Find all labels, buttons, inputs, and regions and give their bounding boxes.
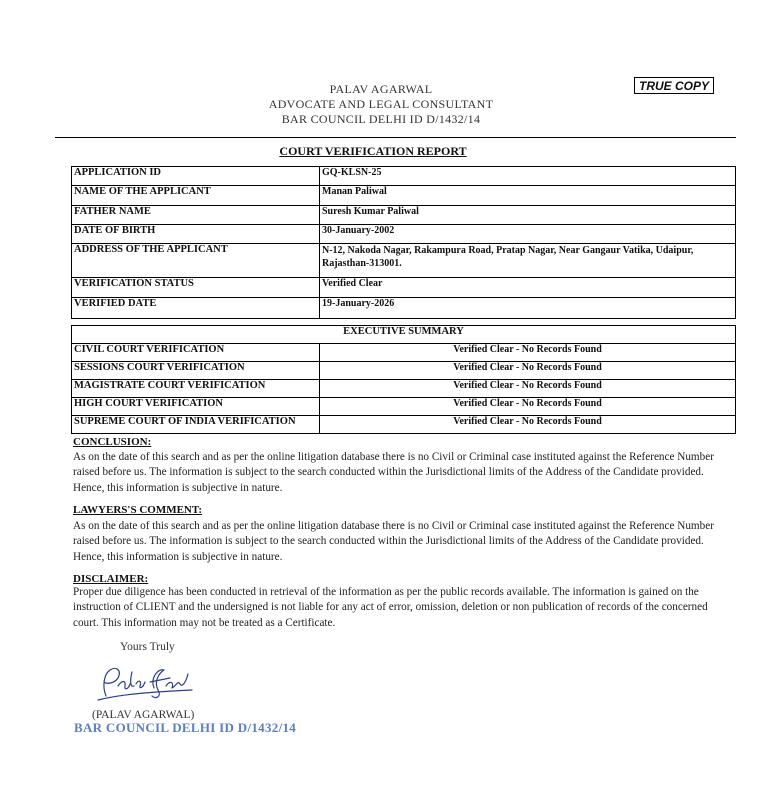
- summary-value: Verified Clear - No Records Found: [320, 344, 736, 362]
- executive-summary-table: [71, 325, 736, 434]
- table-row: [72, 298, 736, 319]
- detail-label: NAME OF THE APPLICANT: [72, 186, 320, 206]
- summary-label: HIGH COURT VERIFICATION: [72, 398, 320, 416]
- detail-value: 30-January-2002: [320, 225, 736, 244]
- table-row: [72, 225, 736, 244]
- table-row: [72, 398, 736, 416]
- detail-label: DATE OF BIRTH: [72, 225, 320, 244]
- summary-value: Verified Clear - No Records Found: [320, 416, 736, 434]
- table-row: [72, 380, 736, 398]
- header-divider: [55, 137, 736, 138]
- summary-label: MAGISTRATE COURT VERIFICATION: [72, 380, 320, 398]
- applicant-details-table: [71, 166, 736, 319]
- detail-value: GQ-KLSN-25: [320, 167, 736, 186]
- summary-label: SUPREME COURT OF INDIA VERIFICATION: [72, 416, 320, 434]
- handwritten-signature: [92, 660, 202, 708]
- summary-value: Verified Clear - No Records Found: [320, 380, 736, 398]
- table-row: [72, 326, 736, 344]
- report-title: COURT VERIFICATION REPORT: [279, 144, 467, 158]
- detail-label: APPLICATION ID: [72, 167, 320, 186]
- detail-label: VERIFIED DATE: [72, 298, 320, 319]
- summary-value: Verified Clear - No Records Found: [320, 398, 736, 416]
- table-row: [72, 416, 736, 434]
- detail-value: Suresh Kumar Paliwal: [320, 206, 736, 225]
- table-row: [72, 206, 736, 225]
- detail-label: FATHER NAME: [72, 206, 320, 225]
- detail-value: Manan Paliwal: [320, 186, 736, 206]
- table-row: [72, 186, 736, 206]
- lawyers-comment-text: As on the date of this search and as per the online litigation database there is no Civil or Criminal case instituted against the Reference Number raised before us. The information is subject to the search conducted within the Jurisdictional limits of the Address of the Candidate provided. Hence, this information is subjective in nature.: [73, 520, 714, 563]
- detail-value: Verified Clear: [320, 278, 736, 298]
- table-row: [72, 244, 736, 278]
- detail-label: ADDRESS OF THE APPLICANT: [72, 244, 320, 278]
- detail-value: N-12, Nakoda Nagar, Rakampura Road, Pratap Nagar, Near Gangaur Vatika, Udaipur, Rajasthan-313001.: [320, 244, 736, 278]
- table-row: [72, 278, 736, 298]
- detail-label: VERIFICATION STATUS: [72, 278, 320, 298]
- advocate-name: PALAV AGARWAL: [329, 82, 433, 96]
- summary-label: CIVIL COURT VERIFICATION: [72, 344, 320, 362]
- true-copy-stamp: TRUE COPY: [634, 77, 714, 94]
- lawyers-comment-heading: LAWYERS'S COMMENT:: [73, 504, 203, 516]
- summary-heading: EXECUTIVE SUMMARY: [72, 326, 736, 344]
- conclusion-heading: CONCLUSION:: [73, 436, 152, 448]
- advocate-bar-council-id: BAR COUNCIL DELHI ID D/1432/14: [281, 112, 481, 126]
- table-row: [72, 344, 736, 362]
- table-row: [72, 362, 736, 380]
- summary-label: SESSIONS COURT VERIFICATION: [72, 362, 320, 380]
- advocate-designation: ADVOCATE AND LEGAL CONSULTANT: [268, 97, 494, 111]
- table-row: [72, 167, 736, 186]
- conclusion-text: As on the date of this search and as per the online litigation database there is no Civil or Criminal case instituted against the Reference Number raised before us. The information is subject to the search conducted within the Jurisdictional limits of the Address of the Candidate provided. Hence, this information is subjective in nature.: [73, 451, 714, 494]
- summary-value: Verified Clear - No Records Found: [320, 362, 736, 380]
- detail-value: 19-January-2026: [320, 298, 736, 319]
- signer-name: (PALAV AGARWAL): [92, 709, 195, 721]
- closing-text: Yours Truly: [120, 641, 175, 653]
- disclaimer-heading: DISCLAIMER:: [73, 573, 149, 585]
- disclaimer-text: Proper due diligence has been conducted in retrieval of the information as per the public records available. The information is gained on the instruction of CLIENT and the undersigned is not liable for any act of error, omission, deletion or non publication of records of the concerned court. This information may not be treated as a Certificate.: [73, 586, 708, 629]
- signer-bar-council-id: BAR COUNCIL DELHI ID D/1432/14: [74, 720, 297, 735]
